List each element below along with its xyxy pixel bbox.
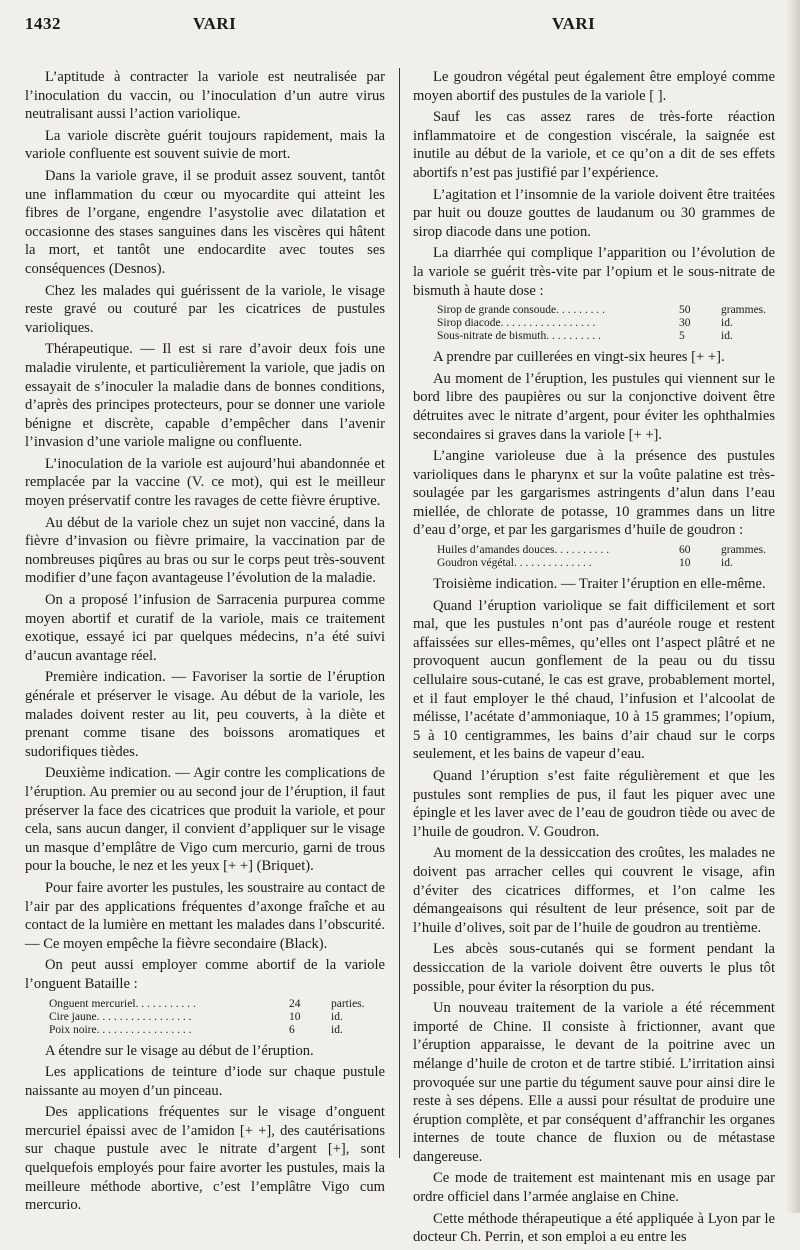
recipe-row xyxy=(437,544,775,557)
paragraph: Le goudron végétal peut également être employé comme moyen abortif des pustules de la variole [ ]. xyxy=(413,69,775,104)
ingredient: Huiles d’amandes douces. . . . . . . . . . xyxy=(437,544,610,557)
paragraph: Des applications fréquentes sur le visage d’onguent mercuriel épaissi avec de l’amidon [+ +], des cautérisations sur chaque pustule avec le nitrate d’argent [+], sont quelquefois employés pour faire avorter les pustules, mais la meilleure méthode abortive, c’est l’emplâtre Vigo cum mercurio. xyxy=(25,1104,385,1214)
paragraph: Au début de la variole chez un sujet non vacciné, dans la fièvre d’invasion ou fièvre primaire, la vaccination par de nombreuses piqûres au bras ou sur le corps peut très-souvent modifier d’une façon avantageuse l’évolution de la maladie. xyxy=(25,514,385,587)
paragraph: On peut aussi employer comme abortif de la variole l’onguent Bataille : xyxy=(25,957,385,992)
unit: id. xyxy=(721,330,733,343)
paragraph: Quand l’éruption s’est faite régulièrement et que les pustules sont remplies de pus, il faut les piquer avec une épingle et les laver avec de l’eau de goudron tiède ou avec de l’huile de goudron. V. Goudron. xyxy=(413,768,775,840)
paragraph: L’angine varioleuse due à la présence des pustules varioliques dans le pharynx et sur la voûte palatine est très-soulagée par les gargarismes astringents d’alun dans l’eau miellée, de chlorate de potasse, 10 grammes dans un litre d’eau d’orge, et par les gargarismes d’huile de goudron : xyxy=(413,448,775,539)
quantity: 10 xyxy=(679,557,691,570)
paragraph: Pour faire avorter les pustules, les soustraire au contact de l’air par des applications fréquentes d’axonge fraîche et au contact de la lumière en mettant les malades dans l’obscurité. — Ce moyen empêche la fièvre secondaire (Black). xyxy=(25,879,385,952)
paragraph: La diarrhée qui complique l’apparition ou l’évolution de la variole se guérit très-vite par l’opium et le sous-nitrate de bismuth à haute dose : xyxy=(413,245,775,299)
ingredient: Poix noire. . . . . . . . . . . . . . . . . xyxy=(49,1023,192,1036)
ingredient: Sous-nitrate de bismuth. . . . . . . . . . xyxy=(437,330,601,343)
recipe-row xyxy=(49,998,385,1011)
paragraph: Première indication. — Favoriser la sortie de l’éruption générale et préserver le visage. Au début de la variole, les malades doivent rester au lit, peu couverts, à la diète et prenant comme tisane des boissons aromatiques et sudorifiques tièdes. xyxy=(25,669,385,760)
ingredient: Goudron végétal. . . . . . . . . . . . . . xyxy=(437,557,592,570)
quantity: 10 xyxy=(289,1010,301,1023)
unit: id. xyxy=(331,1023,343,1036)
paragraph: Quand l’éruption variolique se fait difficilement et sort mal, que les pustules n’ont pas d’auréole rouge et restent affaissées sur elles-mêmes, qu’elles ont l’aspect plâtré et ne provoquent aucun gonflement de la peau ou du tissu cellulaire sous-cutané, le cas est grave, probablement mortel, et il faut employer le thé chaud, l’infusion et l’alcoolat de mélisse, l’acétate d’ammoniaque, 10 à 15 grammes; l’opium, 5 à 10 centigrammes, les bains d’air chaud sur le corps seulement, et les bains de vapeur d’eau. xyxy=(413,597,775,763)
ingredient: Cire jaune. . . . . . . . . . . . . . . . . xyxy=(49,1010,192,1023)
unit: id. xyxy=(721,557,733,570)
quantity: 5 xyxy=(679,330,685,343)
recipe-gargarisme xyxy=(437,544,775,570)
paragraph: Sauf les cas assez rares de très-forte réaction inflammatoire et de congestion viscérale, la saignée est inutile au début de la variole, et ce qu’on a dit de ses effets abortifs n’est pas justifié par l’expérience. xyxy=(413,109,775,181)
paragraph: Cette méthode thérapeutique a été appliquée à Lyon par le docteur Ch. Perrin, et son emploi a eu entre les xyxy=(413,1210,775,1246)
paragraph: Les abcès sous-cutanés qui se forment pendant la dessiccation de la variole doivent être ouverts le plus tôt possible, pour éviter la résorption du pus. xyxy=(413,941,775,995)
running-head-right: VARI xyxy=(552,14,596,33)
recipe-row xyxy=(437,330,775,343)
paragraph: A étendre sur le visage au début de l’éruption. xyxy=(45,1042,314,1059)
right-column xyxy=(413,68,775,1250)
page-edge-shadow xyxy=(786,0,800,1213)
paragraph: A prendre par cuillerées en vingt-six heures [+ +]. xyxy=(433,349,725,366)
paragraph: Troisième indication. — Traiter l’éruption en elle-même. xyxy=(433,576,766,593)
unit: grammes. xyxy=(721,544,767,557)
page-number: 1432 xyxy=(25,14,61,33)
ingredient: Sirop de grande consoude. . . . . . . . . xyxy=(437,304,605,317)
recipe-onguent-bataille xyxy=(49,998,385,1037)
ingredient: Onguent mercuriel. . . . . . . . . . . xyxy=(49,997,196,1010)
quantity: 50 xyxy=(679,304,691,317)
paragraph: Deuxième indication. — Agir contre les complications de l’éruption. Au premier ou au second jour de l’éruption, il faut préserver la face des cicatrices que produit la variole, et pour cela, sans aucun danger, il convient d’appliquer sur le visage un masque d’emplâtre de Vigo cum mercurio, garni de trous pour la bouche, le nez et les yeux [+ +] (Briquet). xyxy=(25,765,385,875)
paragraph: Un nouveau traitement de la variole a été récemment importé de Chine. Il consiste à frictionner, avant que l’éruption apparaisse, le devant de la poitrine avec un mélange d’huile de croton et de tartre stibié. L’irritation ainsi provoquée sur une partie du tégument sauve pour ainsi dire le reste à ses dépens. Elle a aussi pour résultat de produire une éruption complète, et par conséquent d’affranchir les organes internes de toute chance de fluxion ou de métastase dangereuse. xyxy=(413,1000,775,1165)
unit: grammes. xyxy=(721,304,767,317)
paragraph: Dans la variole grave, il se produit assez souvent, tantôt une inflammation du cœur ou myocardite qui atteint les fibres de l’organe, engendre l’asystolie avec dilatation et occasionne des stases sanguines dans les viscères qui hâtent la mort, et tantôt une endocardite avec toutes ses conséquences (Desnos). xyxy=(25,167,385,277)
quantity: 6 xyxy=(289,1023,295,1036)
left-column xyxy=(25,68,385,1218)
paragraph: Thérapeutique. — Il est si rare d’avoir deux fois une maladie virulente, et particulièrement la variole, que jadis on essayait de s’inoculer la maladie dans de bonnes conditions, d’après des principes protecteurs, pour se donner une variole bénigne et discrète, capable d’empêcher dans l’avenir l’invasion d’une variole maligne ou confluente. xyxy=(25,341,385,451)
page-header xyxy=(0,14,800,42)
recipe-diarrhee xyxy=(437,304,775,343)
unit: id. xyxy=(331,1010,343,1023)
ingredient: Sirop diacode. . . . . . . . . . . . . . . . . xyxy=(437,317,596,330)
unit: parties. xyxy=(331,997,365,1010)
paragraph: Ce mode de traitement est maintenant mis en usage par ordre officiel dans l’armée anglaise en Chine. xyxy=(413,1170,775,1206)
quantity: 30 xyxy=(679,317,691,330)
recipe-row xyxy=(49,1011,385,1024)
recipe-row xyxy=(437,557,775,570)
unit: id. xyxy=(721,317,733,330)
recipe-row xyxy=(437,304,775,317)
paragraph: L’agitation et l’insomnie de la variole doivent être traitées par huit ou douze gouttes de laudanum ou 30 grammes de sirop diacode dans une potion. xyxy=(413,186,775,240)
paragraph: Les applications de teinture d’iode sur chaque pustule naissante au moyen d’un pinceau. xyxy=(25,1064,385,1099)
paragraph: L’aptitude à contracter la variole est neutralisée par l’inoculation du vaccin, ou l’inoculation d’un autre virus neutralisant aussi l’action variolique. xyxy=(25,69,385,123)
quantity: 60 xyxy=(679,544,691,557)
quantity: 24 xyxy=(289,997,301,1010)
paragraph: Au moment de la dessiccation des croûtes, les malades ne doivent pas arracher celles qui couvrent le visage, afin d’éviter des cicatrices difformes, et l’on calme les démangeaisons qui résultent de leur présence, soit par de l’huile d’olives, soit par de l’huile de goudron au trentième. xyxy=(413,845,775,936)
recipe-row xyxy=(49,1024,385,1037)
paragraph: Chez les malades qui guérissent de la variole, le visage reste gravé ou couturé par les cicatrices de pustules varioliques. xyxy=(25,282,385,336)
paragraph: La variole discrète guérit toujours rapidement, mais la variole confluente est souvent suivie de mort. xyxy=(25,127,385,163)
running-head-left: VARI xyxy=(193,14,237,33)
paragraph: Au moment de l’éruption, les pustules qui viennent sur le bord libre des paupières ou sur la conjonctive doivent être détruites avec le nitrate d’argent, pour éviter les ophthalmies secondaires si graves dans la variole [+ +]. xyxy=(413,370,775,443)
paragraph: L’inoculation de la variole est aujourd’hui abandonnée et remplacée par la vaccine (V. ce mot), qui est le meilleur moyen préservatif contre les ravages de cette fièvre éruptive. xyxy=(25,455,385,510)
paragraph: On a proposé l’infusion de Sarracenia purpurea comme moyen abortif et curatif de la variole, mais ce traitement exotique, essayé ici par quelques médecins, n’a été suivi d’aucun avantage réel. xyxy=(25,592,385,664)
column-divider xyxy=(399,68,400,1158)
recipe-row xyxy=(437,317,775,330)
